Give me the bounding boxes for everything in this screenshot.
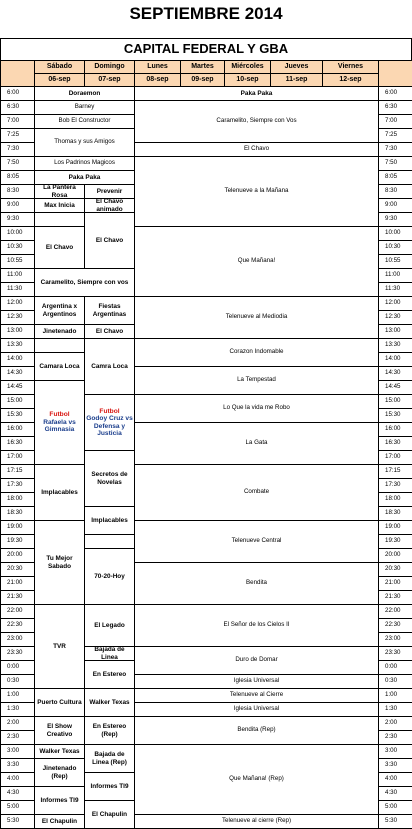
- day-name-5: Jueves: [270, 60, 323, 74]
- time-label-left: 14:45: [0, 380, 35, 395]
- day-date-0: 06-sep: [34, 73, 85, 87]
- program-argentinos: Argentina x Argentinos: [34, 296, 85, 325]
- program-futbol-sun: [84, 394, 135, 451]
- header-corner: [0, 60, 35, 87]
- program-chapulin-sun: El Chapulin: [84, 800, 135, 829]
- time-label-left: 5:30: [0, 814, 35, 829]
- time-label-right: 19:00: [378, 520, 412, 535]
- program-bendita-rep: Bendita (Rep): [134, 716, 379, 745]
- time-label-right: 11:00: [378, 268, 412, 283]
- day-name-3: Martes: [180, 60, 225, 74]
- program-duro-de-domar: Duro de Domar: [134, 646, 379, 675]
- time-label-left: 17:00: [0, 450, 35, 465]
- program-bob: Bob El Constructor: [34, 114, 135, 129]
- time-label-left: 13:00: [0, 324, 35, 339]
- time-label-left: 4:30: [0, 786, 35, 801]
- time-label-right: 16:00: [378, 422, 412, 437]
- time-label-left: 13:30: [0, 338, 35, 353]
- time-label-right: 2:30: [378, 730, 412, 745]
- time-label-right: 18:30: [378, 506, 412, 521]
- day-name-1: Domingo: [84, 60, 135, 74]
- time-label-left: 9:00: [0, 198, 35, 213]
- time-label-left: 11:30: [0, 282, 35, 297]
- time-label-left: 19:00: [0, 520, 35, 535]
- time-label-right: 7:25: [378, 128, 412, 143]
- time-label-right: 15:30: [378, 408, 412, 423]
- time-label-right: 21:30: [378, 590, 412, 605]
- program-tempestad: La Tempestad: [134, 366, 379, 395]
- time-label-left: 7:00: [0, 114, 35, 129]
- time-label-right: 9:30: [378, 212, 412, 227]
- time-label-right: 17:15: [378, 464, 412, 479]
- program-que-manana-rep: Que Mañana! (Rep): [134, 744, 379, 815]
- time-label-left: 5:00: [0, 800, 35, 815]
- program-bajada-rep: Bajada de Linea (Rep): [84, 744, 135, 773]
- program-corazon: Corazon Indomable: [134, 338, 379, 367]
- time-label-left: 16:00: [0, 422, 35, 437]
- time-label-left: 2:30: [0, 730, 35, 745]
- time-label-left: 9:30: [0, 212, 35, 227]
- time-label-right: 14:30: [378, 366, 412, 381]
- time-label-right: 17:00: [378, 450, 412, 465]
- program-futbol-sat: [34, 380, 85, 465]
- day-date-4: 10-sep: [224, 73, 271, 87]
- time-label-left: 21:00: [0, 576, 35, 591]
- day-name-2: Lunes: [134, 60, 181, 74]
- time-label-left: 21:30: [0, 590, 35, 605]
- time-label-right: 7:50: [378, 156, 412, 171]
- time-label-left: 7:30: [0, 142, 35, 157]
- program-la-gata: La Gata: [134, 422, 379, 465]
- time-label-right: 17:30: [378, 478, 412, 493]
- program-walker-sun: Walker Texas: [84, 688, 135, 717]
- time-label-right: 12:00: [378, 296, 412, 311]
- time-label-left: 17:30: [0, 478, 35, 493]
- time-label-left: 19:30: [0, 534, 35, 549]
- time-label-left: 6:30: [0, 100, 35, 115]
- time-label-right: 20:00: [378, 548, 412, 563]
- time-label-right: 18:00: [378, 492, 412, 507]
- time-label-left: 12:00: [0, 296, 35, 311]
- time-label-left: 8:05: [0, 170, 35, 185]
- time-label-left: 18:00: [0, 492, 35, 507]
- day-name-6: Viernes: [322, 60, 379, 74]
- time-label-right: 0:30: [378, 674, 412, 689]
- time-label-left: 10:30: [0, 240, 35, 255]
- day-date-1: 07-sep: [84, 73, 135, 87]
- program-informes-sun: Informes TI9: [84, 772, 135, 801]
- program-prevenir: Prevenir: [84, 184, 135, 199]
- time-label-right: 14:45: [378, 380, 412, 395]
- time-label-left: 3:00: [0, 744, 35, 759]
- program-iglesia-1: Iglesia Universal: [134, 674, 379, 689]
- program-paka-paka-weekday: Paka Paka: [134, 86, 379, 101]
- program-padrinos: Los Padrinos Magicos: [34, 156, 135, 171]
- program-telenueve-central: Telenueve Central: [134, 520, 379, 563]
- time-label-left: 0:30: [0, 674, 35, 689]
- program-telenueve-cierre-rep: Telenueve al cierre (Rep): [134, 814, 379, 829]
- time-label-right: 0:00: [378, 660, 412, 675]
- program-en-estereo-rep: En Estereo (Rep): [84, 716, 135, 745]
- time-label-right: 13:30: [378, 338, 412, 353]
- day-date-6: 12-sep: [322, 73, 379, 87]
- time-label-left: 22:00: [0, 604, 35, 619]
- program-thomas: Thomas y sus Amigos: [34, 128, 135, 157]
- page-title: SEPTIEMBRE 2014: [129, 4, 283, 23]
- time-label-left: 7:25: [0, 128, 35, 143]
- time-label-right: 6:30: [378, 100, 412, 115]
- program-el-chavo-sat: El Chavo: [34, 226, 85, 269]
- program-implacables-sun: Implacables: [84, 506, 135, 535]
- time-label-right: 7:00: [378, 114, 412, 129]
- program-secretos: Secretos de Novelas: [84, 450, 135, 507]
- program-caramelito-sat: Caramelito, Siempre con vos: [34, 268, 135, 297]
- program-iglesia-2: Iglesia Universal: [134, 702, 379, 717]
- time-label-right: 1:00: [378, 688, 412, 703]
- time-label-right: 9:00: [378, 198, 412, 213]
- time-label-right: 3:00: [378, 744, 412, 759]
- time-label-left: 10:00: [0, 226, 35, 241]
- time-label-left: 14:30: [0, 366, 35, 381]
- program-el-chavo-weekday: El Chavo: [134, 142, 379, 157]
- time-label-right: 5:00: [378, 800, 412, 815]
- program-chavo-animado: El Chavo animado: [84, 198, 135, 213]
- time-label-right: 12:30: [378, 310, 412, 325]
- time-label-right: 13:00: [378, 324, 412, 339]
- time-label-left: 0:00: [0, 660, 35, 675]
- time-label-left: 7:50: [0, 156, 35, 171]
- time-label-left: 14:00: [0, 352, 35, 367]
- time-label-left: 18:30: [0, 506, 35, 521]
- program-bendita: Bendita: [134, 562, 379, 605]
- program-implacables-sat: Implacables: [34, 464, 85, 521]
- time-label-right: 2:00: [378, 716, 412, 731]
- program-fiestas: Fiestas Argentinas: [84, 296, 135, 325]
- program-doraemon: Doraemon: [34, 86, 135, 101]
- time-label-left: 15:00: [0, 394, 35, 409]
- program-telenueve-cierre: Telenueve al Cierre: [134, 688, 379, 703]
- day-date-5: 11-sep: [270, 73, 323, 87]
- time-label-right: 16:30: [378, 436, 412, 451]
- time-label-left: 20:00: [0, 548, 35, 563]
- program-setenta-veinte: 70-20-Hoy: [84, 548, 135, 605]
- program-caramelito: Caramelito, Siempre con Vos: [134, 100, 379, 143]
- time-label-right: 10:55: [378, 254, 412, 269]
- program-chapulin-sat: El Chapulin: [34, 814, 85, 829]
- time-label-left: 23:00: [0, 632, 35, 647]
- program-barney: Barney: [34, 100, 135, 115]
- day-name-4: Miércoles: [224, 60, 271, 74]
- program-walker-sat: Walker Texas: [34, 744, 85, 759]
- header-corner-right: [378, 60, 412, 87]
- time-label-right: 19:30: [378, 534, 412, 549]
- futbol-title: Futbol: [99, 407, 120, 415]
- program-tvr: TVR: [34, 604, 85, 689]
- program-senor-cielos: El Señor de los Cielos II: [134, 604, 379, 647]
- time-label-left: 12:30: [0, 310, 35, 325]
- time-label-right: 15:00: [378, 394, 412, 409]
- day-date-2: 08-sep: [134, 73, 181, 87]
- program-combate: Combate: [134, 464, 379, 521]
- time-label-right: 6:00: [378, 86, 412, 101]
- time-label-right: 8:05: [378, 170, 412, 185]
- time-label-right: 1:30: [378, 702, 412, 717]
- program-tu-mejor-sabado: Tu Mejor Sabado: [34, 520, 85, 605]
- time-label-left: 22:30: [0, 618, 35, 633]
- program-camara-loca-sat: Camara Loca: [34, 352, 85, 381]
- time-label-left: 17:15: [0, 464, 35, 479]
- time-label-left: 2:00: [0, 716, 35, 731]
- time-label-right: 23:30: [378, 646, 412, 661]
- time-label-right: 22:00: [378, 604, 412, 619]
- program-puerto-cultura: Puerto Cultura: [34, 688, 85, 717]
- program-bajada-linea: Bajada de Linea: [84, 646, 135, 661]
- time-label-right: 22:30: [378, 618, 412, 633]
- program-jinetenado-rep: Jinetenado (Rep): [34, 758, 85, 787]
- time-label-left: 4:00: [0, 772, 35, 787]
- time-label-right: 10:00: [378, 226, 412, 241]
- futbol-match: Godoy Cruz vs Defensa y Justicia: [86, 415, 133, 437]
- time-label-right: 4:30: [378, 786, 412, 801]
- time-label-left: 11:00: [0, 268, 35, 283]
- program-que-manana: Que Mañana!: [134, 226, 379, 297]
- time-label-left: 6:00: [0, 86, 35, 101]
- time-label-left: 3:30: [0, 758, 35, 773]
- program-paka-paka-weekend: Paka Paka: [34, 170, 135, 185]
- program-el-chavo-sun2: El Chavo: [84, 324, 135, 339]
- program-telenueve-manana: Telenueve a la Mañana: [134, 156, 379, 227]
- program-jinetenado: Jinetenado: [34, 324, 85, 339]
- time-label-right: 8:30: [378, 184, 412, 199]
- time-label-right: 11:30: [378, 282, 412, 297]
- program-telenueve-mediodia: Telenueve al Mediodia: [134, 296, 379, 339]
- time-label-left: 1:00: [0, 688, 35, 703]
- time-label-left: 20:30: [0, 562, 35, 577]
- schedule-grid: [0, 38, 412, 825]
- time-label-left: 1:30: [0, 702, 35, 717]
- program-el-chavo-sun: El Chavo: [84, 212, 135, 269]
- program-show-creativo: El Show Creativo: [34, 716, 85, 745]
- program-lo-que-la-vida: Lo Que la vida me Robo: [134, 394, 379, 423]
- day-date-3: 09-sep: [180, 73, 225, 87]
- channel-subtitle: CAPITAL FEDERAL Y GBA: [0, 38, 412, 61]
- futbol-title: Futbol: [49, 411, 70, 419]
- time-label-right: 21:00: [378, 576, 412, 591]
- time-label-right: 10:30: [378, 240, 412, 255]
- program-max-inicia: Max Inicia: [34, 198, 85, 213]
- program-pantera: La Pantera Rosa: [34, 184, 85, 199]
- program-camra-loca-sun: Camra Loca: [84, 338, 135, 395]
- time-label-left: 23:30: [0, 646, 35, 661]
- program-informes-sat: Informes TI9: [34, 786, 85, 815]
- time-label-right: 14:00: [378, 352, 412, 367]
- time-label-right: 20:30: [378, 562, 412, 577]
- program-en-estereo: En Estereo: [84, 660, 135, 689]
- time-label-right: 3:30: [378, 758, 412, 773]
- time-label-left: 10:55: [0, 254, 35, 269]
- time-label-left: 8:30: [0, 184, 35, 199]
- program-el-legado: El Legado: [84, 604, 135, 647]
- futbol-match: Rafaela vs Gimnasia: [43, 418, 76, 434]
- time-label-left: 16:30: [0, 436, 35, 451]
- time-label-right: 7:30: [378, 142, 412, 157]
- time-label-left: 15:30: [0, 408, 35, 423]
- time-label-right: 23:00: [378, 632, 412, 647]
- day-name-0: Sábado: [34, 60, 85, 74]
- time-label-right: 4:00: [378, 772, 412, 787]
- time-label-right: 5:30: [378, 814, 412, 829]
